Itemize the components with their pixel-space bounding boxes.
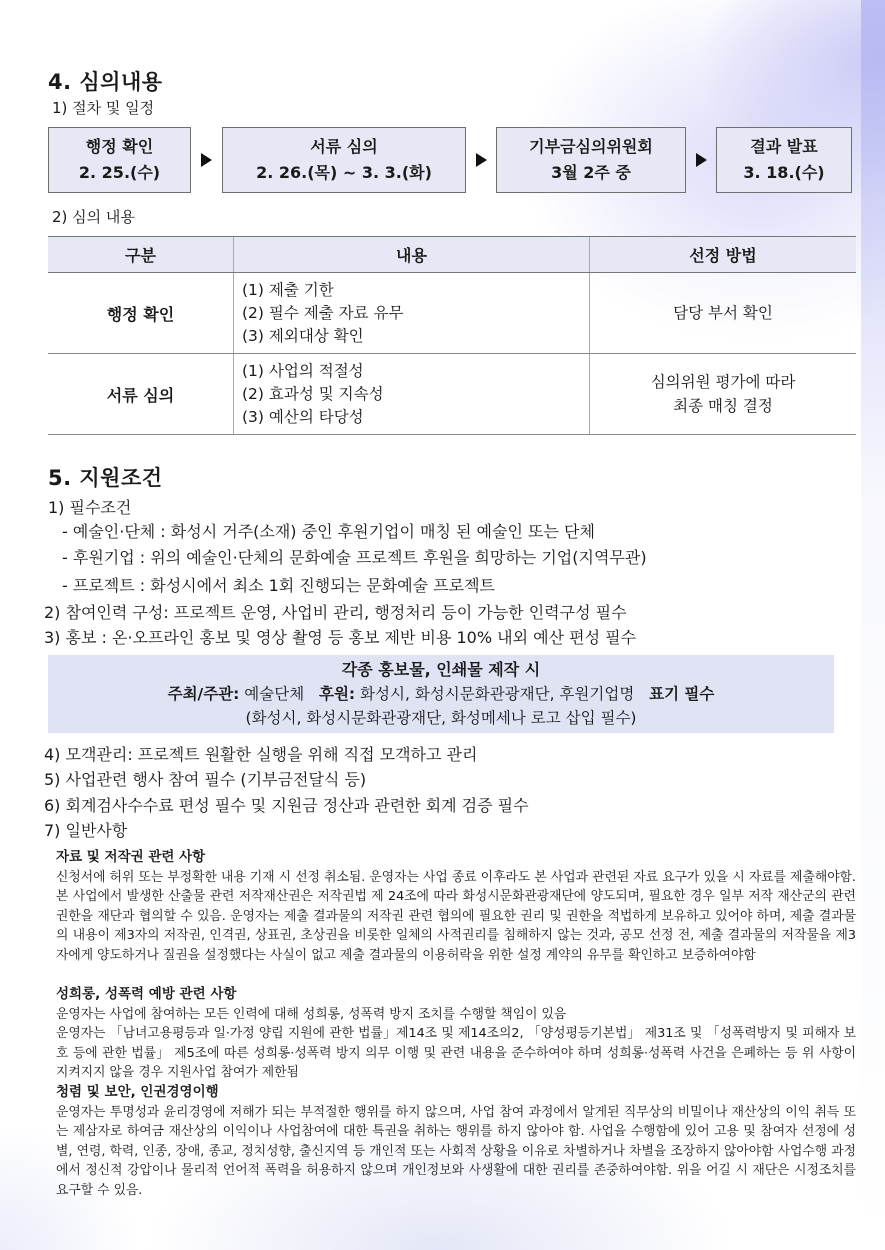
notice-required: 표기 필수 [649,685,715,703]
condition-staffing: 2) 참여인력 구성: 프로젝트 운영, 사업비 관리, 행정처리 등이 가능한 인력구성 필수 [44,603,627,622]
list-item: (3) 예산의 타당성 [242,407,364,426]
flow-step-name: 서류 심의 [310,137,378,156]
condition-item-artist: - 예술인·단체 : 화성시 거주(소재) 중인 후원기업이 매칭 된 예술인 또는 단체 [62,522,595,541]
general-matters-title: 7) 일반사항 [44,821,128,840]
condition-item-sponsor: - 후원기업 : 위의 예술인·단체의 문화예술 프로젝트 후원을 희망하는 기업(지역무관) [62,548,647,567]
table-header: 선정 방법 [590,237,857,273]
schedule-subtitle: 1) 절차 및 일정 [52,99,155,117]
notice-title: 각종 홍보물, 인쇄물 제작 시 [341,660,541,679]
table-header: 구분 [48,237,234,273]
table-header-row [48,237,856,273]
section-4-title: 4. 심의내용 [48,70,163,94]
review-table [48,236,856,435]
flow-step-date: 3월 2주 중 [551,163,631,182]
general-text: 운영자는 투명성과 윤리경영에 저해가 되는 부적절한 행위를 하지 않으며, 사업 참여 과정에서 알게된 직무상의 비밀이나 재산상의 이익 취득 또는 제삼자로 하여금 재산상의 이익이나 사업참여에 대한 특권을 취하는 행위를 하지 않아야 함. 사업을 수행함에 있어 고용 및 참여자 선정에 성별, 연령, 학력, 인종, 장애, 종교, 정치성향, 출신지역 등 개인적 또는 사회적 상황을 이유로 차별하거나 차별을 조장하지 않아야함 사업수행 과정에서 정신적 강압이나 물리적 언어적 폭력을 허용하지 않으며 개인정보와 사생활에 대한 권리를 존중하여야함. 위을 어길 시 재단은 시정조치를 요구할 수 있음. [56,1104,856,1198]
table-cell-method [590,354,857,435]
table-cell-category: 서류 심의 [48,354,234,435]
table-cell-items [234,273,590,354]
general-section-harassment [56,985,856,1083]
condition-audience: 4) 모객관리: 프로젝트 원활한 실행을 위해 직접 모객하고 관리 [44,745,478,764]
list-item: (2) 효과성 및 지속성 [242,384,384,403]
arrow-right-icon [201,153,212,167]
condition-events: 5) 사업관련 행사 참여 필수 (기부금전달식 등) [44,770,367,789]
table-cell-items [234,354,590,435]
general-section-copyright [56,848,856,966]
general-heading: 자료 및 저작권 관련 사항 [56,849,206,865]
notice-host-label: 주최/주관: [167,685,240,703]
condition-accounting: 6) 회계검사수수료 편성 필수 및 지원금 정산과 관련한 회계 검증 필수 [44,796,529,815]
flow-step-announcement [716,127,852,193]
notice-logo-line: (화성시, 화성시문화관광재단, 화성메세나 로고 삽입 필수) [245,709,637,727]
section-5-title: 5. 지원조건 [48,466,163,490]
method-text: 심의위원 평가에 따라 [650,373,796,391]
flow-step-name: 기부금심의위원회 [529,137,653,156]
general-heading: 청렴 및 보안, 인권경영이행 [56,1084,219,1100]
general-text: 신청서에 허위 또는 부정확한 내용 기재 시 선정 취소됨. 운영자는 사업 종료 이후라도 본 사업과 관련된 자료 요구가 있을 시 자료를 제출해야함. 본 사업에서 발생한 산출물 관련 저작재산권은 저작권법 제 24조에 따라 화성시문화관광재단에 양도되며, 필요한 경우 일부 저작 재산군의 관련 권한을 재단과 협의할 수 있음. 운영자는 제출 결과물의 저작권 관련 협의에 필요한 권리 및 권한을 적법하게 보유하고 있어야 하며, 제출 결과물의 내용이 제3자의 저작권, 인격권, 상표권, 초상권을 비롯한 일체의 사적권리를 침해하지 않는 것과, 공모 선정 전, 제출 결과물의 저작물을 제3자에게 양도하거나 질권을 설정했다는 사실이 없고 제출 결과물의 이용허락을 위한 설정 계약의 유무를 확인하고 보증하여야함 [56,869,856,963]
table-header: 내용 [234,237,590,273]
flow-step-date: 2. 25.(수) [78,163,161,182]
review-subtitle: 2) 심의 내용 [52,208,135,226]
method-text: 담당 부서 확인 [673,304,773,322]
flow-step-date: 3. 18.(수) [743,163,825,182]
arrow-right-icon [476,153,487,167]
flow-step-admin-check [48,127,191,193]
notice-sponsor-label: 후원: [318,685,356,703]
notice-host-value: 예술단체 [239,685,319,703]
flow-step-name: 결과 발표 [750,137,818,156]
arrow-right-icon [696,153,707,167]
table-cell-method [590,273,857,354]
process-flow [48,127,852,195]
condition-item-project: - 프로젝트 : 화성시에서 최소 1회 진행되는 문화예술 프로젝트 [62,576,495,595]
method-text: 최종 매칭 결정 [673,397,773,415]
required-conditions-title: 1) 필수조건 [48,498,132,517]
list-item: (3) 제외대상 확인 [242,326,364,345]
table-cell-category: 행정 확인 [48,273,234,354]
list-item: (1) 제출 기한 [242,280,334,299]
flow-step-committee [496,127,686,193]
flow-step-document-review [222,127,466,193]
notice-sponsor-value: 화성시, 화성시문화관광재단, 후원기업명 [355,685,650,703]
flow-step-name: 행정 확인 [85,137,154,156]
list-item: (2) 필수 제출 자료 유무 [242,303,404,322]
list-item: (1) 사업의 적절성 [242,361,364,380]
table-row [48,354,856,435]
general-section-integrity [56,1083,856,1201]
flow-step-date: 2. 26.(목) ~ 3. 3.(화) [256,163,432,182]
general-text: 운영자는 사업에 참여하는 모든 인력에 대해 성희롱, 성폭력 방지 조치를 수행할 책임이 있음 운영자는 「남녀고용평등과 일·가정 양립 지원에 관한 법률」제14조 및 제14조의2, 「양성평등기본법」 제31조 및 「성폭력방지 및 피해자 보호 등에 관한 법률」 제5조에 따른 성희롱·성폭력 방지 의무 이행 및 관련 내용을 준수하여야 하며 성희롱·성폭력 사건을 은폐하는 등 위 사항이 지켜지지 않을 경우 지원사업 참여가 제한됨 [56,1006,856,1081]
table-row [48,273,856,354]
promotion-notice-box [48,655,834,733]
condition-promotion: 3) 홍보 : 온·오프라인 홍보 및 영상 촬영 등 홍보 제반 비용 10% 내외 예산 편성 필수 [44,628,637,647]
notice-credit-line [48,682,834,706]
general-heading: 성희롱, 성폭력 예방 관련 사항 [56,986,237,1002]
